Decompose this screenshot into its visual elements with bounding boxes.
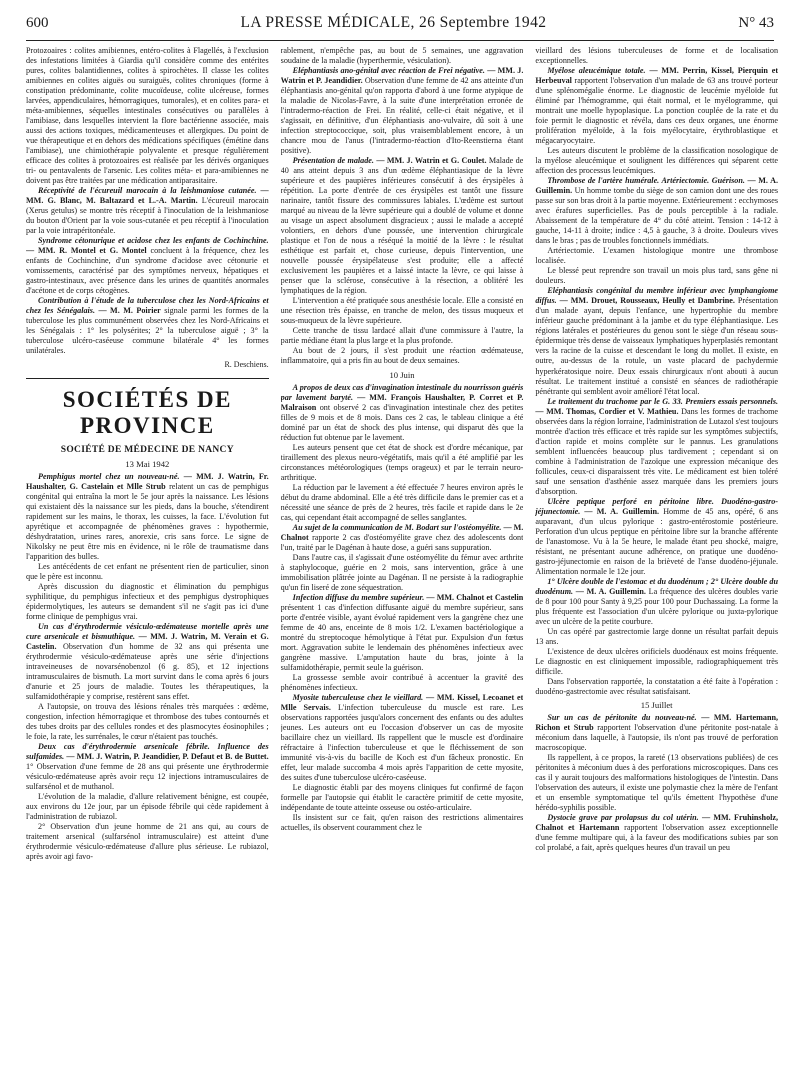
session-date: 13 Mai 1942	[125, 458, 170, 469]
article-text: rapportent l'observation d'un malade de 63 ans trouvé porteur d'une splénomégalie énorme. Le diagnostic de leucémie myéloïde fut éliminé par l'hémogramme, qui était normal, et le myélogramme, qui montrait une moelle hypoplasique. La ponction couplée de la rate et du foie permit le diagnostic et révéla, dans ces deux organes, une énorme prolifération myéloïde, à la fois myélocytaire, érythroblastique et mégacaryocytaire.	[535, 76, 779, 146]
article-text: présentent 1 cas d'infection diffusante aiguë du membre supérieur, sans porte d'entrée visible, ayant évolué rapidement vers la gangrène chez une femme de 40 ans, enceinte de 8 mois 1/2. L'examen bactériologique a montré du streptocoque hémolytique à l'état pur. Expulsion d'un fœtus mort. Aggravation subite le lendemain des phénomènes infectieux avec gangrène massive. L'amputation haute du bras, jointe à la sulfamidothérapie, permit seule la guérison.	[280, 602, 524, 672]
session-date: 15 Juillet	[640, 700, 673, 711]
article-entry	[26, 622, 269, 702]
paragraph: La réduction par le lavement a été effectuée 7 heures environ après le début du drame abdominal. Elle a été très difficile dans le premier cas et a nécessité une séance de près de 2 heures, très facile et rapide dans le 2e cas, qui cependant était accompagné de selles sanglantes.	[280, 482, 524, 522]
article-authors: — MM. J. Watrin, M. Verain et G. Castelin.	[26, 631, 269, 651]
article-text: rapportent l'observation assez exceptionnelle d'une femme multipare qui, à la faveur des modifications subies par son col prolabé, a fait, après quelques heures d'un travail un peu	[535, 823, 779, 853]
article-title: Eléphantiasis congénital du membre inférieur avec lymphangiome diffus.	[535, 286, 779, 306]
article-text: Présentation d'un malade ayant, depuis l'enfance, une hypertrophie du membre inférieur gauche prédominant à la jambe et du type éléphantiasique. Les régions latérales et postérieures du genou sont le siège d'un réseau sous-épidermique très dense de vaisseaux lymphatiques hyperplasiés remontant vers la racine de la cuisse et descendant le long du mollet. Il existe, en outre, au-dessus de la rotule, un vaste placard de pachydermie hyperkératosique noire. Deux essais chirurgicaux n'ont abouti à aucun résultat. Le traitement institué a consisté en séances de radiothérapie pénétrante qui semblent avoir amélioré l'état local.	[535, 296, 779, 396]
session-date: 10 Juin	[389, 369, 415, 380]
paragraph: Dans l'observation rapportée, la constatation a été faite à l'opération : duodéno-gastrectomie avec résultat satisfaisant.	[535, 676, 779, 696]
article-entry	[535, 813, 778, 853]
page-header	[26, 14, 774, 41]
article-entry	[26, 186, 269, 236]
article-authors: — MM. J. Watrin, Fr. Haushalter, G. Castelain et Mlle Strub	[26, 471, 269, 491]
article-entry	[535, 577, 778, 627]
section-divider	[26, 378, 269, 379]
article-text: relatent un cas de pemphigus congénital qui entraîna la mort le 5e jour après la naissance. Les lésions qui existaient dès la naissance sur les pieds, dans la bouche, s'étendirent rapidement sur les mains, le thorax, les cuisses, la face. L'évolution fut apyrétique et accompagnée de phénomènes graves : hypothermie, déshydratation, urines rares, anorexie, cris sans force. Le signe de Nikolsky ne peut être mis en évidence, ni le rôle de traumatisme dans l'apparition des bulles.	[26, 481, 269, 561]
article-title: Syndrome cétonurique et acidose chez les enfants de Cochinchine.	[38, 236, 269, 246]
article-authors: — MM. Thomas, Cordier et V. Mathieu.	[535, 406, 679, 416]
paragraph: Au bout de 2 jours, il s'est produit une réaction œdémateuse, inflammatoire, qui a pris fin au bout de deux semaines.	[280, 346, 524, 366]
paragraph: Le blessé peut reprendre son travail un mois plus tard, sans gêne ni douleurs.	[535, 266, 779, 286]
paragraph: Après discussion du diagnostic et élimination du pemphigus syphilitique, du pemphigus infectieux et des pemphigus dystrophiques épidermolytiques, les auteurs se demandent s'il ne s'agit pas ici d'une forme clinique de pemphigus vrai.	[26, 581, 269, 621]
article-text: Homme de 45 ans, opéré, 6 ans auparavant, d'un ulcus pylorique : gastro-entérostomie postérieure. Perforation d'un ulcus peptique en péritoine libre sur la branche afférente de l'anastomose. Vu à la 5e heure, le malade étant peu shocké, maigre, résistant, ne présentant aucune adhérence, on pratique une duodéno-gastro-jéjunectomie en raison de la brièveté de l'anse duodéno-jéjunale. Alimentation normale le 12e jour.	[535, 506, 779, 576]
paragraph: Ils rappellent, à ce propos, la rareté (13 observations publiées) de ces péritonites à méconium dues à des perforations microscopiques. Dans ces cas il y aurait toujours des malformations histologiques de l'intestin. Dans l'observation des auteurs, il existe une polymastie chez la mère de l'enfant et un ensemble symptomatique tel qu'ils émettent l'hypothèse d'une hérédo-syphilis possible.	[535, 753, 779, 813]
paragraph: Protozoaires : colites amibiennes, entéro-colites à Flagellés, à l'exclusion des infestations limitées à Giardia qu'il considère comme des entérites pures, colites balantidiennes, colites à spirochètes. Il classe les colites amibiennes en colites aiguës ou suraiguës, colites chroniques (forme à constipation prédominante, colite mucoïdeuse, colite ulcéreuse, formes larvées, appendiculaires, hémorragiques, tumorales), et en colites para- et méta-amibiennes, séquelles intestinales consécutives ou parallèles à l'amibiase, dans lesquelles intervient la flore bactérienne associée, mais aussi des actions toxiques, médicamenteuses et allergiques. Du point de vue thérapeutique et en dehors des médications spécifiques (émétine dans l'amibiase), une chimiothérapie polyvalente et presque régulièrement efficace des colites à protozoaires est réalisée par les dérivés organiques tri- ou pentavalents de l'arsenic. Les colites méta- et para-amibiennes ne doivent pas être traitées par une médication antiparasitaire.	[26, 46, 269, 186]
text-columns	[26, 46, 778, 1074]
article-title: Au sujet de la communication de M. Bodart sur l'ostéomyélite.	[292, 522, 502, 532]
article-authors: — MM. Hartemann, Richon et Strub	[535, 713, 779, 733]
article-entry	[26, 472, 269, 562]
column-3	[535, 46, 778, 1074]
column-2	[281, 46, 524, 1074]
article-authors: — M. Chalnot	[280, 522, 524, 542]
section-title: SOCIÉTÉS DE PROVINCE	[62, 386, 232, 438]
paragraph: rablement, n'empêche pas, au bout de 5 semaines, une aggravation soudaine de la maladie (hyperthermie, vésiculation).	[280, 46, 524, 66]
issue-number: N° 43	[738, 15, 774, 31]
article-authors: — M. M. Poirier	[98, 306, 161, 316]
paragraph: Les auteurs pensent que cet état de shock est d'ordre mécanique, par tiraillement des plexus neuro-végétatifs, mais qu'il a été amplifié par les circonstances météorologiques (temps orageux) et par le terrain neuro-arthritique.	[280, 442, 524, 482]
paragraph: Le diagnostic établi par des moyens cliniques fut confirmé de façon formelle par l'autopsie qui établit le caractère primitif de cette myosite, indépendante de toute atteinte osseuse ou ostéo-articulaire.	[280, 783, 524, 813]
paragraph: Les antécédents de cet enfant ne présentent rien de particulier, sinon que le père est inconnu.	[26, 561, 269, 581]
article-authors: — M. A. Guillemin.	[535, 176, 779, 196]
article-entry	[281, 383, 524, 443]
article-entry	[26, 236, 269, 296]
article-entry	[281, 523, 524, 553]
article-text: L'écureuil marocain (Xerus getulus) se montre très réceptif à l'inoculation de la leishmaniose du bouton d'Orient par la voie sous-cutanée et peu réceptif à l'inoculation par la voie intrapéritonéale.	[26, 196, 269, 236]
article-title: Infection diffuse du membre supérieur.	[292, 592, 425, 602]
article-entry	[281, 156, 524, 296]
society-title: SOCIÉTÉ DE MÉDECINE DE NANCY	[60, 444, 234, 455]
article-text: Observation d'un homme de 32 ans qui présenta une érythrodermie vésiculo-œdémateuse après une série d'injections intraveineuses de novarsénobenzol (6 g. 85), et 12 injections intramusculaires de bismuth. La mort survint dans le coma après 6 jours d'anurie et 25 jours de maladie. Toutes les thérapeutiques, la sulfamidothérapie y comprise, restèrent sans effet.	[26, 641, 269, 701]
article-authors: — M. A. Guillemin.	[575, 586, 646, 596]
article-title: Deux cas d'érythrodermie arsenicale fébrile. Influence des sulfamides.	[26, 741, 269, 761]
article-entry	[281, 693, 524, 783]
article-entry	[535, 497, 778, 577]
article-authors: — MM. Fruhinsholz, Chalnot et Hartemann	[535, 813, 779, 833]
article-authors: — MM. Drouet, Rousseaux, Heully et Dambrine.	[559, 296, 735, 306]
paragraph: Artériectomie. L'examen histologique montre une thrombose localisée.	[535, 246, 779, 266]
article-authors: — MM. J. Watrin et G. Coulet.	[376, 156, 487, 166]
article-title: Dystocie grave par prolapsus du col utérin.	[547, 813, 699, 823]
article-title: Pemphigus mortel chez un nouveau-né.	[38, 471, 180, 481]
article-text: Malade de 40 ans atteint depuis 3 ans d'un œdème éléphantiasique de la lèvre supérieure et des paupières inférieures consécutif à des érysipèles à répétition. La porte d'entrée de ces érysipèles est tantôt une fissure narinaire, tantôt fissure des commissures labiales. L'œdème est surtout marqué au niveau de la lèvre supérieure qui a doublé de volume et donne au visage un aspect absolument disgracieux ; aussi le malade a accepté volontiers, en dehors d'une poussée, une intervention chirurgicale plastique et l'on de nous a réséqué la moitié de la lèvre : le résultat esthétique est parfait et, chose curieuse, depuis l'intervention, une nouvelle poussée érysipélateuse s'est produite; elle a affecté exclusivement les paupières et a laissé intacte la lèvre, ce qui laisse à penser que la sclérose, consécutive à la résection, a oblitéré les lymphatiques de la région.	[280, 156, 524, 296]
article-title: Le traitement du trachome par le G. 33. Premiers essais personnels.	[547, 396, 779, 406]
article-title: Eléphantiasis ano-génital avec réaction de Frei négative.	[292, 66, 485, 76]
paragraph: L'évolution de la maladie, d'allure relativement bénigne, est coupée, aux environs du 12e jour, par un épisode fébrile qui cède rapidement à l'administration de rubiazol.	[26, 792, 269, 822]
article-title: Myélose aleucémique totale.	[547, 66, 646, 76]
article-text: Un homme tombe du siège de son camion dont une des roues passe sur son bras droit à la partie moyenne. Extérieurement : ecchymoses avec érafures superficielles. Pas de pouls perceptible à la radiale. Abaissement de la température de 4° du côté atteint. Tension : 14-12 à gauche, 14-11 à droite; indice : 4,5 à gauche, 3 à droite. Douleurs vives dans le bras ; pas de troubles fonctionnels immédiats.	[535, 186, 779, 246]
paragraph: vieillard des lésions tuberculeuses de forme et de localisation exceptionnelles.	[535, 46, 779, 66]
paragraph: Cette tranche de tissu lardacé allait d'une commissure à l'autre, la partie médiane étant la plus large et la plus profonde.	[280, 326, 524, 346]
article-text: ont observé 2 cas d'invagination intestinale chez des petites filles de 9 mois et de 8 mois. Dans ces 2 cas, le tableau clinique a été dominé par un état de shock des plus intense, qui disparut dès que la réduction fut obtenue par le lavement.	[280, 402, 524, 442]
article-title: Présentation de malade.	[292, 156, 374, 166]
article-text: Dans les formes de trachome observées dans la région lorraine, l'administration de Lutazol s'est toujours montrée d'action très efficace et très rapide sur les symptômes subjectifs, d'action rapide et moins complète sur le pannus. Les granulations semblent influencées beaucoup plus tardivement ; cependant si on combine à l'administration de l'azoïque une expression mécanique des follicules, ceux-ci disparaissent très vite. Le médicament est bien toléré sauf une sensation d'asthénie assez marquée dans les premiers jours d'absorption.	[535, 406, 779, 496]
article-entry	[281, 66, 524, 156]
article-authors: — MM. R. Montel et G. Montel	[26, 246, 147, 256]
article-entry	[26, 296, 269, 356]
article-title: Myosite tuberculeuse chez le vieillard.	[292, 693, 424, 702]
paragraph: Ils insistent sur ce fait, qu'en raison des restrictions alimentaires actuelles, ils observent couramment chez le	[280, 813, 524, 833]
article-title: Thrombose de l'artère humérale. Artériectomie. Guérison.	[547, 176, 745, 186]
article-entry	[535, 176, 778, 246]
paragraph: 2° Observation d'un jeune homme de 21 ans qui, au cours de traitement arsenical (sulfarsénol intramusculaire) est atteint d'une érythrodermie vésiculo-œdémateuse d'allure plus sérieuse. Le rubiazol, après avoir agi favo-	[26, 822, 269, 862]
article-title: A propos de deux cas d'invagination intestinale du nourrisson guéris par lavement baryté.	[280, 382, 524, 402]
article-title: Sur un cas de péritonite du nouveau-né.	[547, 713, 697, 723]
journal-title: LA PRESSE MÉDICALE	[240, 14, 411, 31]
article-entry	[26, 742, 269, 792]
article-text: Observation d'une femme de 42 ans atteinte d'un éléphantiasis ano-génital qu'on rapporta d'abord à une forme atypique de la maladie de Nicolas-Favre, à la suite d'une interprétation erronée de l'intradermo-réaction de Frei. En réalité, celle-ci était négative, et il s'agissait, en définitive, d'un éléphantiasis ano-vulvaire, dû soit à une infection streptococcique, soit, plus vraisemblablement encore, à un chancre mou de l'anus (l'intradermo-réaction d'Ito-Reenstierna étant positive).	[280, 76, 524, 156]
article-text: concluent à la fréquence, chez les enfants de Cochinchine, d'un syndrome d'acidose avec cétonurie et vomissements, caractérisé par des symptômes nerveux, hépatiques et gastro-intestinaux, avec présence dans les urines de quantités anormales d'acétone et de corps cétogènes.	[26, 246, 269, 296]
paragraph: Un cas opéré par gastrectomie large donne un résultat parfait depuis 13 ans.	[535, 626, 779, 646]
article-authors: — MM. François Haushalter, P. Corret et P. Malraison	[280, 392, 524, 412]
column-1	[26, 46, 269, 1074]
paragraph: Les auteurs discutent le problème de la classification nosologique de la myélose aleucémique et soulignent les différences qui séparent cette affection des processus leucémiques.	[535, 146, 779, 176]
journal-title-line: LA PRESSE MÉDICALE, 26 Septembre 1942	[240, 14, 547, 31]
article-authors: — MM. J. Watrin et P. Jeandidier.	[280, 66, 524, 86]
article-entry	[535, 397, 778, 497]
article-authors: — M. A. Guillemin.	[584, 506, 660, 516]
article-text: rapportent l'observation d'une péritonite post-natale à méconium dans laquelle, à l'autopsie, ils n'ont pas trouvé de perforation macroscopique.	[535, 723, 779, 753]
article-authors: — MM. Perrin, Kissel, Pierquin et Herbeuval	[535, 66, 779, 86]
paragraph: L'intervention a été pratiquée sous anesthésie locale. Elle a consisté en une résection très épaisse, en tranche de melon, des tissus muqueux et sous-muqueux de la lèvre supérieure.	[280, 296, 524, 326]
article-text: signale parmi les formes de la tuberculose les plus communément observées chez les Nord-Africains et les Sénégalais : 1° les polysérites; 2° la tuberculose aiguë ; 3° la tuberculose ulcéro-caséeuse commune bilatérale 4° les formes unilatérales.	[26, 306, 269, 356]
paragraph: Dans l'autre cas, il s'agissait d'une ostéomyélite du fémur avec arthrite à staphylocoque, guérie en 2 mois, sans intervention, grâce à une immobilisation plâtrée jointe au Dagénan. Il ne persiste à la radiographie qu'un fin liseré de zone séquestration.	[280, 552, 524, 592]
article-entry	[281, 593, 524, 673]
article-authors: — MM. J. Watrin, P. Jeandidier, P. Defaut et B. de Buttet.	[66, 751, 269, 761]
article-text: L'infection tuberculeuse du muscle est rare. Les observations rapportées jusqu'alors concernent des enfants ou des adultes jeunes. Les auteurs ont eu l'occasion d'observer un cas de myosite bacillaire chez un vieillard. Ils rappellent que le muscle est d'ordinaire réfractaire à l'infection tuberculeuse et que le fléchissement de son immunité vis-à-vis du bacille de Koch est d'un fâcheux pronostic. En effet, leur malade succomba 4 mois après l'apparition de cette myosite, des suites d'une tuberculose ulcéro-caséeuse.	[280, 703, 524, 783]
article-entry	[535, 286, 778, 396]
paragraph: A l'autopsie, on trouva des lésions rénales très marquées : œdème, congestion, infection hémorragique et thrombose des tubes contournés et des tubes droits par des cellules rondes et des plasmocytes éosinophiles ; le foie, la rate, les surrénales, le cœur n'étaient pas touchés.	[26, 701, 269, 741]
issue-date: 26 Septembre 1942	[419, 14, 547, 31]
article-title: Réceptivité de l'écureuil marocain à la leishmaniose cutanée.	[38, 186, 257, 196]
article-entry	[535, 66, 778, 146]
paragraph: La grossesse semble avoir contribué à accentuer la gravité des phénomènes infectieux.	[280, 672, 524, 692]
article-text: La fréquence des ulcères doubles varie de 8 pour 100 pour Santy à 9,25 pour 100 pour Duchassaing. La forme la plus fréquente est l'association d'un ulcère pylorique ou juxta-pylorique avec un ulcère de la petite courbure.	[535, 586, 779, 626]
paragraph: L'existence de deux ulcères orificiels duodénaux est moins fréquente. Le diagnostic en est cliniquement impossible, radiographiquement très difficile.	[535, 646, 779, 676]
article-text: 1° Observation d'une femme de 28 ans qui présente une érythrodermie vésiculo-œdémateuse après avoir reçu 12 injections intramusculaires de sulfarsénol et de muthanol.	[26, 761, 269, 792]
article-authors: — MM. Chalnot et Castelin	[426, 592, 524, 602]
article-title: Contribution à l'étude de la tuberculose chez les Nord-Africains et chez les Sénégalais.	[26, 296, 269, 316]
article-authors: — MM. G. Blanc, M. Baltazard et L.-A. Martin.	[26, 186, 269, 206]
article-authors: — MM. Kissel, Lecoanet et Mlle Servais.	[280, 693, 524, 713]
signature: R. Deschiens.	[224, 360, 269, 370]
article-entry	[535, 713, 778, 753]
page-number: 600	[26, 15, 49, 31]
article-text: rapporte 2 cas d'ostéomyélite grave chez des adolescents dont l'un, traité par le Dagénan à haute dose, a guéri sans suppuration.	[280, 532, 524, 552]
article-title: Ulcère peptique perforé en péritoine libre. Duodéno-gastro-jéjunectomie.	[535, 496, 779, 516]
article-title: Un cas d'érythrodermie vésiculo-œdémateuse mortelle après une cure arsenicale et bismuthique.	[26, 621, 269, 641]
article-title: 1° Ulcère double de l'estomac et du duodénum ; 2° Ulcère double du duodénum.	[535, 576, 779, 596]
